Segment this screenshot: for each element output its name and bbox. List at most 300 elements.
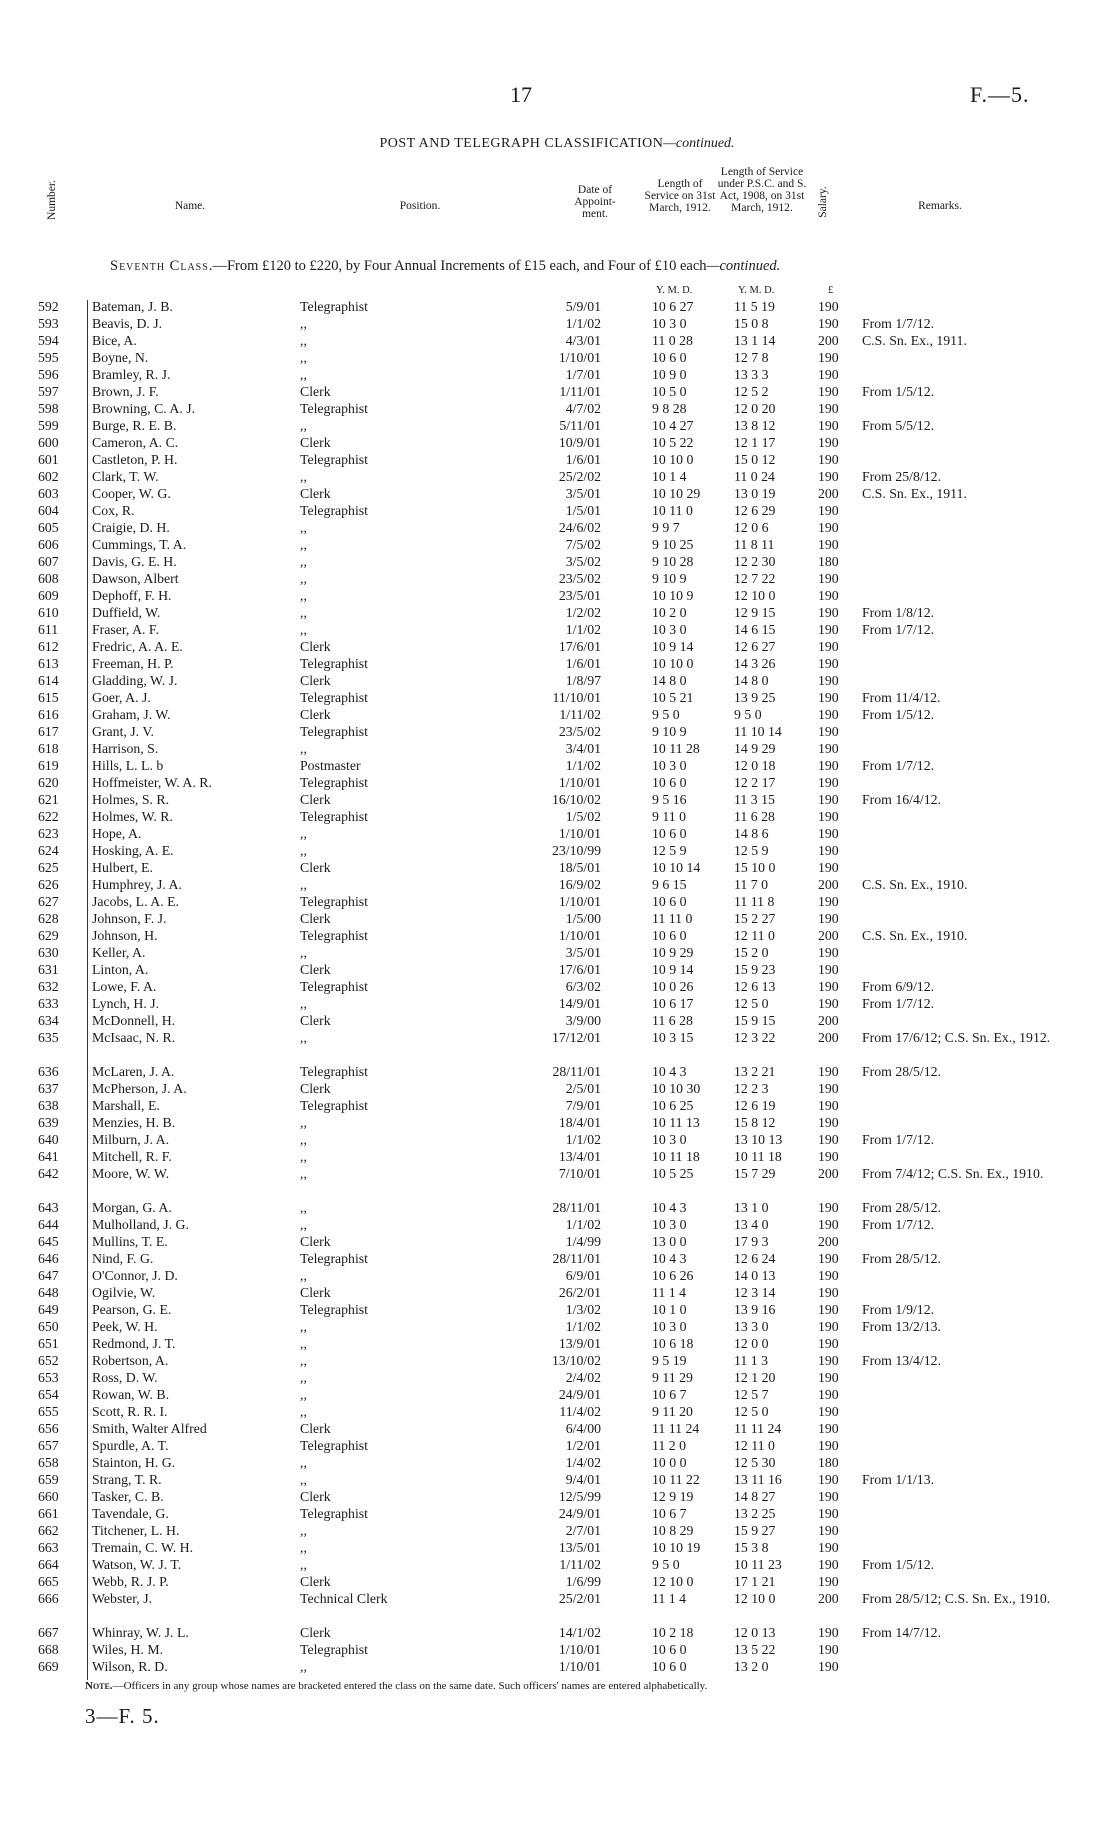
- row-salary: 180: [818, 1455, 839, 1470]
- table-row: [0, 791, 1114, 808]
- row-name: Harrison, S.: [92, 741, 159, 756]
- title-suffix: —continued.: [663, 136, 735, 151]
- table-row: [0, 1386, 1114, 1403]
- row-length2: 15 9 27: [734, 1523, 776, 1538]
- row-date: 1/1/02: [565, 316, 601, 331]
- row-date: 2/4/02: [565, 1370, 601, 1385]
- row-length2: 12 1 17: [734, 435, 776, 450]
- row-name: Humphrey, J. A.: [92, 877, 182, 892]
- class-suffix: —continued.: [706, 258, 781, 274]
- row-date: 6/4/00: [565, 1421, 601, 1436]
- row-length2: 12 0 0: [734, 1336, 769, 1351]
- row-salary: 190: [818, 656, 839, 671]
- row-number: 634: [38, 1013, 59, 1028]
- row-number: 599: [38, 418, 59, 433]
- row-remarks: From 1/5/12.: [862, 707, 935, 722]
- row-name: Whinray, W. J. L.: [92, 1625, 189, 1640]
- row-length1: 10 9 14: [652, 639, 694, 654]
- row-number: 622: [38, 809, 59, 824]
- table-row: [0, 1284, 1114, 1301]
- row-length2: 11 1 3: [734, 1353, 768, 1368]
- row-name: Scott, R. R. I.: [92, 1404, 168, 1419]
- table-row: [0, 1301, 1114, 1318]
- row-length1: 9 6 15: [652, 877, 687, 892]
- row-date: 1/7/01: [565, 367, 601, 382]
- row-length1: 11 1 4: [652, 1285, 686, 1300]
- row-remarks: From 17/6/12; C.S. Sn. Ex., 1912.: [862, 1030, 1051, 1045]
- row-date: 28/11/01: [552, 1064, 601, 1079]
- row-length2: 12 0 13: [734, 1625, 776, 1640]
- table-row: [0, 621, 1114, 638]
- row-number: 600: [38, 435, 59, 450]
- row-position: Telegraphist: [300, 1438, 368, 1453]
- row-length2: 11 10 14: [734, 724, 782, 739]
- row-date: 23/5/02: [558, 571, 601, 586]
- row-position: Telegraphist: [300, 503, 368, 518]
- row-length2: 13 3 3: [734, 367, 769, 382]
- row-length2: 12 2 17: [734, 775, 776, 790]
- row-number: 604: [38, 503, 59, 518]
- row-length1: 10 5 22: [652, 435, 694, 450]
- row-date: 16/10/02: [551, 792, 601, 807]
- row-length1: 9 11 20: [652, 1404, 693, 1419]
- table-row: [0, 689, 1114, 706]
- row-salary: 190: [818, 384, 839, 399]
- row-salary: 190: [818, 758, 839, 773]
- row-position: ,,: [300, 316, 307, 331]
- row-length1: 10 6 0: [652, 1659, 687, 1674]
- row-length1: 10 6 0: [652, 928, 687, 943]
- row-length2: 13 0 19: [734, 486, 776, 501]
- row-salary: 190: [818, 1132, 839, 1147]
- row-date: 23/5/01: [558, 588, 601, 603]
- row-date: 26/2/01: [558, 1285, 601, 1300]
- table-row: [0, 1658, 1114, 1675]
- row-remarks: From 1/7/12.: [862, 622, 935, 637]
- row-date: 5/9/01: [565, 299, 601, 314]
- row-date: 1/2/01: [565, 1438, 601, 1453]
- row-position: ,,: [300, 1659, 307, 1674]
- row-date: 24/9/01: [558, 1506, 601, 1521]
- row-length1: 10 11 18: [652, 1149, 700, 1164]
- row-name: Stainton, H. G.: [92, 1455, 176, 1470]
- row-length2: 13 1 0: [734, 1200, 769, 1215]
- row-number: 655: [38, 1404, 59, 1419]
- row-length2: 10 11 23: [734, 1557, 782, 1572]
- table-row: [0, 1097, 1114, 1114]
- row-date: 17/12/01: [551, 1030, 601, 1045]
- row-name: Dephoff, F. H.: [92, 588, 172, 603]
- table-row: [0, 1352, 1114, 1369]
- row-salary: 190: [818, 690, 839, 705]
- row-name: Hills, L. L. b: [92, 758, 164, 773]
- row-length1: 9 10 9: [652, 571, 687, 586]
- table-row: [0, 1148, 1114, 1165]
- row-length2: 11 8 11: [734, 537, 775, 552]
- row-length2: 12 3 14: [734, 1285, 776, 1300]
- row-length1: 10 10 0: [652, 452, 694, 467]
- row-length1: 10 10 0: [652, 656, 694, 671]
- row-date: 1/6/01: [565, 452, 601, 467]
- row-salary: 190: [818, 1302, 839, 1317]
- row-length1: 9 5 0: [652, 1557, 680, 1572]
- row-length2: 10 11 18: [734, 1149, 782, 1164]
- row-length1: 10 0 26: [652, 979, 694, 994]
- row-position: Telegraphist: [300, 1064, 368, 1079]
- table-row: [0, 1369, 1114, 1386]
- row-number: 648: [38, 1285, 59, 1300]
- row-length1: 9 5 0: [652, 707, 680, 722]
- row-position: ,,: [300, 1370, 307, 1385]
- row-name: Castleton, P. H.: [92, 452, 178, 467]
- row-salary: 190: [818, 1064, 839, 1079]
- row-date: 28/11/01: [552, 1251, 601, 1266]
- row-date: 6/3/02: [565, 979, 601, 994]
- row-salary: 200: [818, 1591, 839, 1606]
- row-number: 609: [38, 588, 59, 603]
- row-salary: 190: [818, 350, 839, 365]
- row-name: Tavendale, G.: [92, 1506, 169, 1521]
- row-date: 4/3/01: [565, 333, 601, 348]
- table-row: [0, 1131, 1114, 1148]
- row-salary: 190: [818, 1506, 839, 1521]
- table-row: [0, 1080, 1114, 1097]
- row-salary: 190: [818, 1115, 839, 1130]
- row-number: 617: [38, 724, 59, 739]
- row-length2: 12 1 20: [734, 1370, 776, 1385]
- row-date: 25/2/01: [558, 1591, 601, 1606]
- row-position: ,,: [300, 418, 307, 433]
- row-name: Clark, T. W.: [92, 469, 159, 484]
- row-remarks: From 11/4/12.: [862, 690, 941, 705]
- row-number: 667: [38, 1625, 59, 1640]
- header-position: Position.: [399, 200, 441, 212]
- row-date: 1/10/01: [558, 826, 601, 841]
- row-name: Johnson, F. J.: [92, 911, 167, 926]
- row-position: Telegraphist: [300, 1098, 368, 1113]
- row-length2: 15 10 0: [734, 860, 776, 875]
- row-name: Browning, C. A. J.: [92, 401, 196, 416]
- row-number: 654: [38, 1387, 59, 1402]
- row-name: Bice, A.: [92, 333, 137, 348]
- row-length1: 10 4 27: [652, 418, 694, 433]
- row-salary: 200: [818, 1166, 839, 1181]
- table-row: [0, 366, 1114, 383]
- row-length1: 10 6 25: [652, 1098, 694, 1113]
- row-length2: 12 5 0: [734, 996, 769, 1011]
- row-number: 628: [38, 911, 59, 926]
- row-position: ,,: [300, 996, 307, 1011]
- row-date: 1/5/00: [565, 911, 601, 926]
- row-length2: 17 1 21: [734, 1574, 776, 1589]
- row-name: Morgan, G. A.: [92, 1200, 172, 1215]
- row-remarks: From 28/5/12.: [862, 1200, 941, 1215]
- row-length1: 10 11 22: [652, 1472, 700, 1487]
- row-length1: 10 11 0: [652, 503, 693, 518]
- row-name: Craigie, D. H.: [92, 520, 170, 535]
- row-number: 629: [38, 928, 59, 943]
- row-number: 612: [38, 639, 59, 654]
- row-name: Beavis, D. J.: [92, 316, 163, 331]
- row-length2: 14 0 13: [734, 1268, 776, 1283]
- row-number: 597: [38, 384, 59, 399]
- row-date: 1/4/02: [565, 1455, 601, 1470]
- row-length2: 13 1 14: [734, 333, 776, 348]
- row-length2: 12 2 3: [734, 1081, 769, 1096]
- row-length1: 10 9 29: [652, 945, 694, 960]
- header-salary-label: Salary.: [817, 186, 829, 218]
- row-number: 606: [38, 537, 59, 552]
- row-position: Telegraphist: [300, 299, 368, 314]
- row-name: Marshall, E.: [92, 1098, 160, 1113]
- row-length2: 12 10 0: [734, 1591, 776, 1606]
- table-row: [0, 893, 1114, 910]
- row-position: ,,: [300, 605, 307, 620]
- staff-table: [0, 298, 1114, 1675]
- row-position: ,,: [300, 1115, 307, 1130]
- row-length1: 10 5 0: [652, 384, 687, 399]
- row-salary: 190: [818, 1319, 839, 1334]
- row-date: 3/4/01: [565, 741, 601, 756]
- row-number: 619: [38, 758, 59, 773]
- row-length2: 11 3 15: [734, 792, 775, 807]
- row-number: 615: [38, 690, 59, 705]
- row-length2: 12 5 9: [734, 843, 769, 858]
- table-row: [0, 536, 1114, 553]
- row-remarks: C.S. Sn. Ex., 1911.: [862, 486, 967, 501]
- row-number: 593: [38, 316, 59, 331]
- table-row: [0, 1063, 1114, 1080]
- row-length1: 10 3 0: [652, 1217, 687, 1232]
- row-number: 616: [38, 707, 59, 722]
- row-position: ,,: [300, 350, 307, 365]
- row-name: Mitchell, R. F.: [92, 1149, 172, 1164]
- row-date: 24/6/02: [558, 520, 601, 535]
- table-row: [0, 638, 1114, 655]
- row-name: Nind, F. G.: [92, 1251, 154, 1266]
- table-row: [0, 842, 1114, 859]
- table-row: [0, 1420, 1114, 1437]
- row-position: ,,: [300, 945, 307, 960]
- row-date: 9/4/01: [565, 1472, 601, 1487]
- row-position: ,,: [300, 1336, 307, 1351]
- table-row: [0, 587, 1114, 604]
- header-length2: Length of Service under P.S.C. and S. Act, 1908, on 31st March, 1912.: [717, 166, 807, 214]
- table-row: [0, 757, 1114, 774]
- row-length2: 13 3 0: [734, 1319, 769, 1334]
- row-length1: 11 2 0: [652, 1438, 686, 1453]
- row-salary: 190: [818, 707, 839, 722]
- row-date: 1/6/99: [565, 1574, 601, 1589]
- row-length2: 12 6 19: [734, 1098, 776, 1113]
- row-salary: 190: [818, 316, 839, 331]
- row-length1: 10 5 25: [652, 1166, 694, 1181]
- row-date: 1/11/02: [559, 1557, 601, 1572]
- row-remarks: From 5/5/12.: [862, 418, 935, 433]
- row-salary: 190: [818, 724, 839, 739]
- row-name: Brown, J. F.: [92, 384, 159, 399]
- row-salary: 190: [818, 1370, 839, 1385]
- row-date: 13/10/02: [551, 1353, 601, 1368]
- row-position: Telegraphist: [300, 690, 368, 705]
- row-length1: 9 5 19: [652, 1353, 687, 1368]
- row-salary: 190: [818, 435, 839, 450]
- row-position: Clerk: [300, 384, 331, 399]
- row-length1: 12 9 19: [652, 1489, 694, 1504]
- row-number: 592: [38, 299, 59, 314]
- row-position: ,,: [300, 1472, 307, 1487]
- row-length2: 12 7 8: [734, 350, 769, 365]
- row-position: ,,: [300, 843, 307, 858]
- table-row: [0, 927, 1114, 944]
- row-position: Telegraphist: [300, 809, 368, 824]
- row-remarks: From 14/7/12.: [862, 1625, 941, 1640]
- table-row: [0, 1641, 1114, 1658]
- row-salary: 190: [818, 979, 839, 994]
- row-name: Holmes, S. R.: [92, 792, 170, 807]
- row-position: Clerk: [300, 792, 331, 807]
- row-remarks: From 1/5/12.: [862, 384, 935, 399]
- table-row: [0, 1199, 1114, 1216]
- row-salary: 200: [818, 1234, 839, 1249]
- table-row: [0, 655, 1114, 672]
- page-reference: F.—5.: [970, 82, 1030, 107]
- row-length1: 9 11 29: [652, 1370, 693, 1385]
- row-position: ,,: [300, 1149, 307, 1164]
- page-title: [0, 136, 1114, 152]
- row-name: Hulbert, E.: [92, 860, 153, 875]
- row-salary: 190: [818, 1642, 839, 1657]
- row-length1: 12 10 0: [652, 1574, 694, 1589]
- row-position: ,,: [300, 1268, 307, 1283]
- row-name: Bateman, J. B.: [92, 299, 173, 314]
- row-name: Ogilvie, W.: [92, 1285, 156, 1300]
- row-number: 649: [38, 1302, 59, 1317]
- row-length1: 11 11 24: [652, 1421, 700, 1436]
- row-length1: 9 9 7: [652, 520, 680, 535]
- row-number: 644: [38, 1217, 59, 1232]
- row-position: ,,: [300, 877, 307, 892]
- row-name: Mullins, T. E.: [92, 1234, 168, 1249]
- row-length1: 10 9 14: [652, 962, 694, 977]
- row-length1: 11 6 28: [652, 1013, 693, 1028]
- row-length1: 11 11 0: [652, 911, 693, 926]
- row-date: 7/9/01: [565, 1098, 601, 1113]
- row-number: 601: [38, 452, 59, 467]
- row-date: 1/10/01: [558, 350, 601, 365]
- row-position: Clerk: [300, 962, 331, 977]
- class-name: Seventh Class: [110, 258, 209, 274]
- row-salary: 190: [818, 1081, 839, 1096]
- row-position: Clerk: [300, 1234, 331, 1249]
- row-number: 658: [38, 1455, 59, 1470]
- row-length2: 14 8 6: [734, 826, 769, 841]
- row-remarks: From 7/4/12; C.S. Sn. Ex., 1910.: [862, 1166, 1044, 1181]
- row-length1: 9 11 0: [652, 809, 686, 824]
- row-salary: 190: [818, 418, 839, 433]
- row-position: Clerk: [300, 1421, 331, 1436]
- row-position: ,,: [300, 367, 307, 382]
- row-salary: 190: [818, 1489, 839, 1504]
- row-name: McDonnell, H.: [92, 1013, 176, 1028]
- row-length1: 10 6 27: [652, 299, 694, 314]
- table-row: [0, 570, 1114, 587]
- row-name: Davis, G. E. H.: [92, 554, 177, 569]
- row-name: Cameron, A. C.: [92, 435, 179, 450]
- row-length1: 9 10 9: [652, 724, 687, 739]
- row-remarks: From 28/5/12.: [862, 1064, 941, 1079]
- row-position: Telegraphist: [300, 724, 368, 739]
- table-row: [0, 1216, 1114, 1233]
- row-date: 23/10/99: [551, 843, 601, 858]
- row-date: 1/10/01: [558, 775, 601, 790]
- row-number: 660: [38, 1489, 59, 1504]
- row-position: Telegraphist: [300, 928, 368, 943]
- table-row: [0, 1539, 1114, 1556]
- row-length2: 12 0 6: [734, 520, 769, 535]
- table-row: [0, 332, 1114, 349]
- row-number: 625: [38, 860, 59, 875]
- row-length2: 14 6 15: [734, 622, 776, 637]
- row-number: 608: [38, 571, 59, 586]
- row-date: 12/5/99: [558, 1489, 601, 1504]
- row-length1: 10 4 3: [652, 1064, 687, 1079]
- table-row: [0, 1522, 1114, 1539]
- row-remarks: From 13/4/12.: [862, 1353, 941, 1368]
- row-salary: 190: [818, 1523, 839, 1538]
- row-date: 14/1/02: [558, 1625, 601, 1640]
- row-length2: 14 8 0: [734, 673, 769, 688]
- row-position: Clerk: [300, 707, 331, 722]
- row-length2: 13 9 16: [734, 1302, 776, 1317]
- row-date: 1/5/01: [565, 503, 601, 518]
- row-length2: 13 2 25: [734, 1506, 776, 1521]
- row-length2: 15 8 12: [734, 1115, 776, 1130]
- row-date: 1/2/02: [565, 605, 601, 620]
- row-remarks: From 1/5/12.: [862, 1557, 935, 1572]
- table-row: [0, 740, 1114, 757]
- row-name: Lynch, H. J.: [92, 996, 160, 1011]
- row-number: 610: [38, 605, 59, 620]
- row-salary: 190: [818, 996, 839, 1011]
- row-number: 602: [38, 469, 59, 484]
- row-number: 623: [38, 826, 59, 841]
- header-remarks: Remarks.: [918, 200, 962, 212]
- row-salary: 180: [818, 554, 839, 569]
- row-salary: 190: [818, 367, 839, 382]
- row-length1: 10 6 7: [652, 1506, 687, 1521]
- row-position: Telegraphist: [300, 401, 368, 416]
- row-length2: 13 11 16: [734, 1472, 782, 1487]
- row-salary: 190: [818, 741, 839, 756]
- row-length2: 15 2 0: [734, 945, 769, 960]
- row-salary: 190: [818, 1472, 839, 1487]
- row-salary: 190: [818, 520, 839, 535]
- table-row: [0, 1488, 1114, 1505]
- row-number: 598: [38, 401, 59, 416]
- row-date: 1/10/01: [558, 1659, 601, 1674]
- row-number: 659: [38, 1472, 59, 1487]
- row-length2: 11 11 24: [734, 1421, 782, 1436]
- table-row: [0, 876, 1114, 893]
- row-length1: 10 0 0: [652, 1455, 687, 1470]
- row-length1: 14 8 0: [652, 673, 687, 688]
- row-remarks: From 1/7/12.: [862, 758, 935, 773]
- row-length2: 11 6 28: [734, 809, 775, 824]
- header-number-label: Number.: [46, 180, 58, 220]
- row-name: Peek, W. H.: [92, 1319, 158, 1334]
- row-length1: 10 2 0: [652, 605, 687, 620]
